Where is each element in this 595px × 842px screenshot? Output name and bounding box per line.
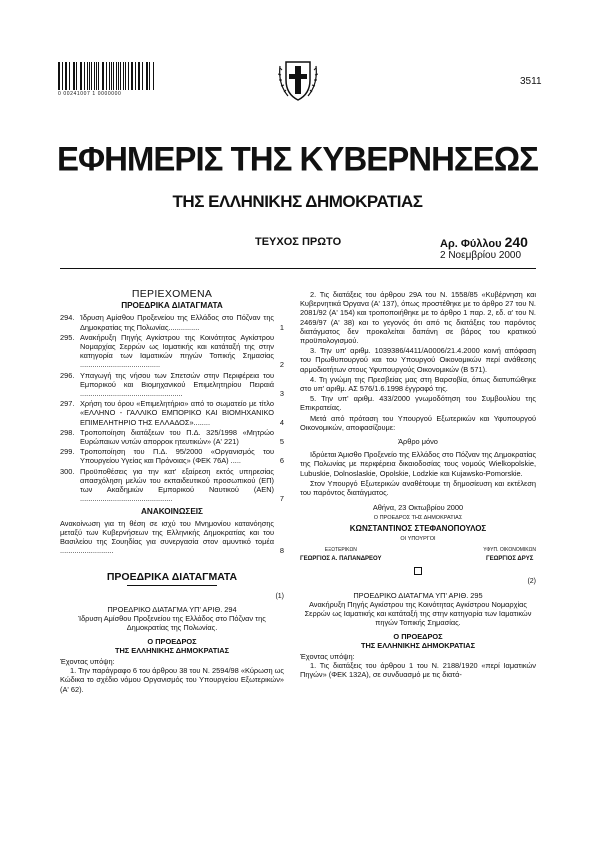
paragraph-5: 5. Την υπ' αριθμ. 433/2000 γνωμοδότηση του Συμβουλίου της Επικρατείας.	[300, 394, 536, 413]
minister-1	[300, 546, 382, 564]
table-of-contents	[60, 313, 284, 503]
sheet-label: Αρ. Φύλλου	[440, 238, 502, 250]
toc-item-text: Τροποποίηση διατάξεων του Π.Δ. 325/1998 «Μητρώο Ευρώπαιων νυτών απορροκ ητευτικών» (Α' 221)	[80, 427, 274, 447]
article-text: Ιδρύεται Άμισθο Προξενείο της Ελλάδος στο Πόζναν της Δημοκρατίας της Πολωνίας με περιφέρεια δικαιοδοσίας τους νομούς Wielkopolskie, Lubuskie, Dolnoslaskie, Opolskie, Lodzkie και Kujawsko-Pomorskie.	[300, 450, 536, 478]
president-name: ΚΩΝΣΤΑΝΤΙΝΟΣ ΣΤΕΦΑΝΟΠΟΥΛΟΣ	[349, 523, 487, 533]
minister-2	[483, 546, 536, 564]
header-divider	[60, 268, 536, 269]
paragraph-4: 4. Τη γνώμη της Πρεσβείας μας στη Βαρσοβία, όπως διατυπώθηκε στο υπ' αριθμ. ΑΣ 576/1.6.1998 έγγραφό της.	[300, 374, 536, 394]
toc-item[interactable]	[60, 333, 284, 370]
barcode-stripe	[96, 62, 97, 90]
toc-item[interactable]	[60, 371, 284, 399]
issue-date: 2 Νοεμβρίου 2000	[440, 250, 522, 261]
toc-item-number: 298.	[60, 427, 75, 437]
toc-item-text: Τροποποίηση του Π.Δ. 95/2000 «Οργανισμός του Υπουργείου Υγείας και Πρόνοιας» (ΦΕΚ 76Α) .....	[80, 447, 274, 466]
toc-item-page: 6	[279, 456, 284, 466]
toc-item-number: 295.	[60, 332, 75, 342]
toc-item-page: 2	[279, 360, 284, 370]
decree-subject: Ίδρυση Αμίσθου Προξενείου της Ελλάδος στο Πόζναν της Δημοκρατίας της Πολωνίας.	[78, 614, 266, 633]
toc-item-number: 297.	[60, 399, 75, 409]
barcode-stripe	[125, 62, 126, 90]
barcode-stripe	[139, 62, 140, 90]
gazette-subtitle: ΤΗΣ ΕΛΛΗΝΙΚΗΣ ΔΗΜΟΚΡΑΤΙΑΣ	[172, 192, 423, 211]
decree-title-2: ΠΡΟΕΔΡΙΚΟ ΔΙΑΤΑΓΜΑ ΥΠ' ΑΡΙΘ. 295	[353, 590, 483, 600]
barcode-stripe	[149, 62, 150, 90]
president-heading-3: Ο ΠΡΟΕΔΡΟΣ	[393, 631, 443, 641]
decree-title: ΠΡΟΕΔΡΙΚΟ ΔΙΑΤΑΓΜΑ ΥΠ' ΑΡΙΘ. 294	[107, 604, 237, 614]
toc-item-text: Ανακήρυξη Πηγής Αγκίστρου της Κοινότητας Αγκίστρου Νομαρχίας Σερρών ως Ιαματικής και κατάταξή της στην κατηγορία των Ιαματικών πηγών Τοπικής Σημασίας .......................................	[80, 332, 274, 370]
barcode-stripe	[102, 62, 103, 90]
barcode-stripe	[123, 62, 124, 90]
minister-1-name: ΓΕΩΡΓΙΟΣ Α. ΠΑΠΑΝΔΡΕΟΥ	[300, 556, 382, 563]
president-heading: Ο ΠΡΟΕΔΡΟΣ	[147, 636, 197, 646]
barcode-number: 0 00241007 1 0000000	[58, 91, 122, 97]
barcode-stripe	[59, 62, 60, 90]
president-heading-2: ΤΗΣ ΕΛΛΗΝΙΚΗΣ ΔΗΜΟΚΡΑΤΙΑΣ	[114, 645, 230, 655]
president-small: Ο ΠΡΟΕΔΡΟΣ ΤΗΣ ΔΗΜΟΚΡΑΤΙΑΣ	[373, 515, 463, 522]
toc-item[interactable]	[60, 313, 284, 331]
ministers-label: ΟΙ ΥΠΟΥΡΓΟΙ	[400, 535, 436, 542]
toc-item[interactable]	[60, 399, 284, 427]
decree-marker-2: (2)	[527, 578, 536, 586]
announcement-page: 8	[279, 546, 284, 556]
barcode-stripe	[80, 62, 81, 90]
sheet-number	[440, 234, 528, 250]
decree-subject-2: Ανακήρυξη Πηγής Αγκίστρου της Κοινότητας Αγκίστρου Νομαρχίας Σερρών ως Ιαματικής και κατάταξή της στην κατηγορία των Ιαματικών πηγών Τοπικής Σημασίας.	[304, 599, 532, 628]
article-text-2: Στον Υπουργό Εξωτερικών αναθέτουμε τη δημοσίευση και εκτέλεση του παρόντος διατάγματος.	[300, 478, 536, 498]
toc-item-text: Υπαγωγή της νήσου των Σπετσών στην Περιφέρεια του Εμπορικού και Βιομηχανικού Επιμελητηρίου Πειραιά ..................................................	[80, 370, 274, 399]
minister-2-role: ΥΦΥΠ. ΟΙΚΟΝΟΜΙΚΩΝ	[483, 547, 536, 554]
toc-item-number: 296.	[60, 370, 75, 380]
paragraph-2: 2. Τις διατάξεις του άρθρου 29Α του Ν. 1558/85 «Κυβέρνηση και Κυβερνητικά Όργανα (Α' 137), όπως προστέθηκε με το άρθρο 27 του Ν. 2081/92 (Α' 154) και τροποποιήθηκε με το άρθρο 1 παρ. 2, εδ. α' του Ν. 2469/97 (Α' 38) και το γεγονός ότι από τις διατάξεις του παρόντος διατάγματος δεν προκαλείται δαπάνη σε βάρος του κρατικού προϋπολογισμού.	[300, 290, 536, 346]
decree-marker: (1)	[275, 592, 284, 600]
sheet-number-value: 240	[504, 234, 528, 250]
decree-paragraph: 1. Την παράγραφο 6 του άρθρου 38 του Ν. 2594/98 «Κύρωση ως Κώδικα το σχέδιο νόμου Οργανισμός του Υπουργείου Εξωτερικών» (Α' 62).	[60, 666, 284, 694]
minister-signatures	[300, 546, 536, 564]
president-heading-4: ΤΗΣ ΕΛΛΗΝΙΚΗΣ ΔΗΜΟΚΡΑΤΙΑΣ	[360, 640, 476, 650]
considering-label-2: Έχοντας υπόψη:	[300, 651, 355, 661]
toc-item[interactable]	[60, 447, 284, 465]
toc-item-number: 299.	[60, 447, 75, 457]
toc-item[interactable]	[60, 467, 284, 504]
barcode-stripe	[132, 62, 133, 90]
toc-item[interactable]	[60, 428, 284, 446]
barcode	[58, 62, 154, 90]
barcode-stripe	[109, 62, 110, 90]
announcement-item[interactable]	[60, 519, 284, 556]
decrees-section-heading: ΠΡΟΕΔΡΙΚΑ ΔΙΑΤΑΓΜΑΤΑ	[106, 571, 238, 584]
toc-item-page: 7	[279, 494, 284, 504]
contents-decrees-heading: ΠΡΟΕΔΡΙΚΑ ΔΙΑΤΑΓΜΑΤΑ	[121, 301, 223, 311]
toc-item-page: 5	[279, 437, 284, 447]
toc-item-page: 1	[279, 322, 284, 332]
barcode-stripe	[116, 62, 117, 90]
minister-1-role: ΕΞΩΤΕΡΙΚΩΝ	[324, 547, 357, 554]
left-column	[60, 290, 284, 695]
right-column	[300, 290, 536, 681]
announcement-text: Ανακοίνωση για τη θέση σε ισχύ του Μνημονίου κατανόησης μεταξύ των Κυβερνήσεων της Ελληνικής Δημοκρατίας και του Βασιλείου της Σουηδίας για συνεργασία στον αμυντικό τομέα ..........................	[60, 518, 274, 556]
barcode-stripe	[66, 62, 67, 90]
gazette-title: ΕΦΗΜΕΡΙΣ ΤΗΣ ΚΥΒΕΡΝΗΣΕΩΣ	[57, 139, 538, 178]
separator-square-icon	[414, 567, 422, 575]
toc-item-page: 3	[279, 389, 284, 399]
decree-2-paragraph: 1. Τις διατάξεις του άρθρου 1 του Ν. 2188/1920 «περί Ιαματικών Πηγών» (ΦΕΚ 132Α), σε συνδυασμό με τις διατά-	[300, 661, 536, 680]
barcode-stripe	[73, 62, 74, 90]
toc-item-number: 294.	[60, 313, 75, 323]
barcode-stripe	[142, 62, 143, 90]
place-date: Αθήνα, 23 Οκτωβρίου 2000	[372, 503, 464, 513]
article-heading: Άρθρο μόνο	[398, 437, 438, 447]
issue-label: ΤΕΥΧΟΣ ΠΡΩΤΟ	[255, 236, 342, 248]
toc-item-text: Προϋποθέσεις για την κατ' εξαίρεση εκτός υπηρεσίας απασχόληση μελών του εκπαιδευτικού προσωπικού (ΕΠ) των Ακαδημιών Εμπορικού Ναυτικού (ΑΕΝ) .............................................	[80, 466, 274, 504]
barcode-stripe	[89, 62, 90, 90]
considering-label: Έχοντας υπόψη:	[60, 656, 115, 666]
paragraph-3: 3. Την υπ' αριθμ. 1039386/4411/Α0006/21.4.2000 κοινή απόφαση του Πρωθυπουργού και του Υπουργού Οικονομικών περί ανάθεσης αρμοδιοτήτων στους Υφυπουργούς Οικονομικών (Β 571).	[300, 346, 536, 374]
section-divider	[127, 585, 217, 586]
toc-item-text: Ίδρυση Αμίσθου Προξενείου της Ελλάδος στο Πόζναν της Δημοκρατίας της Πολωνίας...............	[80, 313, 274, 332]
barcode-stripe	[81, 62, 82, 90]
toc-item-page: 4	[279, 417, 284, 427]
toc-item-text: Χρήση του όρου «Επιμελητήριο» από το σωματείο με τίτλο «ΕΛΛΗΝΟ - ΓΑΛΛΙΚΟ ΕΜΠΟΡΙΚΟ ΚΑΙ ΒΙΟΜΗΧΑΝΙΚΟ ΕΠΙΜΕΛΗΤΗΡΙΟ ΤΗΣ ΕΛΛΑΔΟΣ»........	[80, 399, 274, 427]
page-number: 3511	[520, 76, 542, 87]
paragraph-6: Μετά από πρόταση του Υπουργού Εξωτερικών και Υφυπουργού Οικονομικών, αποφασίζουμε:	[300, 413, 536, 432]
announcements-heading: ΑΝΑΚΟΙΝΩΣΕΙΣ	[141, 507, 203, 517]
minister-2-name: ΓΕΩΡΓΙΟΣ ΔΡΥΣ	[485, 556, 534, 563]
greek-coat-of-arms-icon	[278, 56, 318, 102]
contents-title: ΠΕΡΙΕΧΟΜΕΝΑ	[131, 288, 213, 300]
toc-item-number: 300.	[60, 466, 75, 476]
